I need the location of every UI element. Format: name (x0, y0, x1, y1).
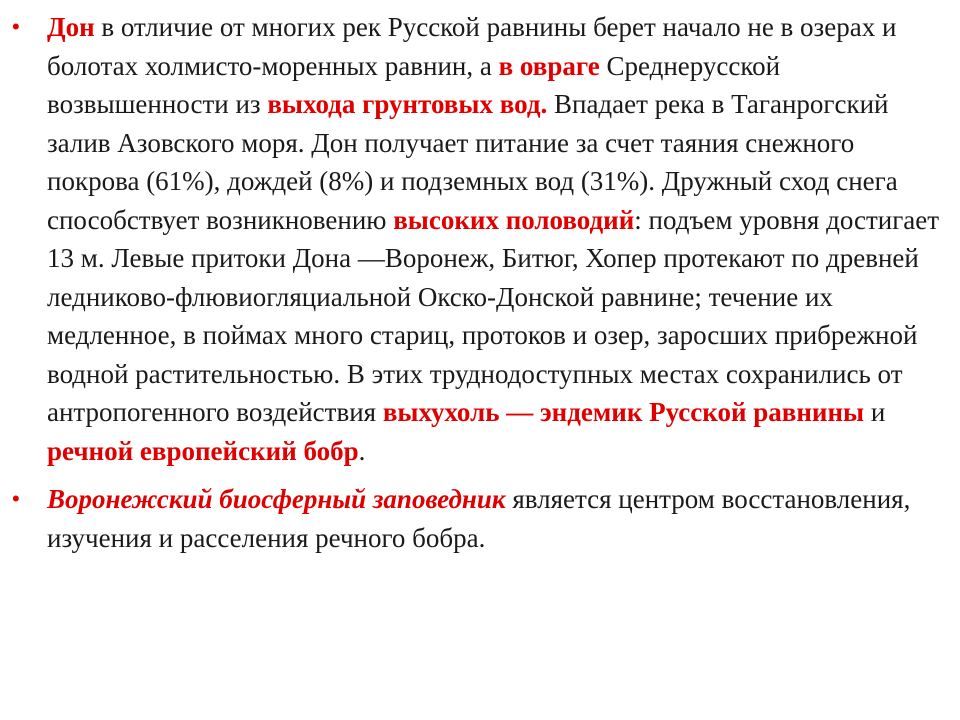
highlight-reserve: Воронежский биосферный заповедник (47, 484, 506, 514)
text-segment: является центром восстановления, изучения и расселения речного бобра. (47, 484, 911, 553)
text-segment: Впадает река в Таганрогский залив Азовского моря. Дон получает питание за счет таяния снежного покрова (61%), дождей (8%) и подземных вод (31%). Дружный сход снега способствует возникновению (47, 89, 898, 235)
bullet-voronezh-reserve (12, 480, 942, 557)
bullet-list (12, 8, 942, 557)
highlight-floods: высоких половодий (393, 204, 635, 235)
highlight-don: Дон (47, 12, 95, 42)
highlight-ravine: в овраге (498, 50, 600, 81)
text-segment: . (358, 435, 366, 466)
bullet-don-river (12, 8, 942, 470)
highlight-beaver: речной европейский бобр (47, 435, 359, 466)
bullet-dot-icon: • (12, 14, 20, 39)
bullet-dot-icon: • (12, 486, 20, 511)
text-segment: Среднерусской возвышенности из (47, 50, 781, 119)
text-segment: и (864, 397, 886, 427)
highlight-desman: выхухоль — эндемик Русской равнины (382, 397, 865, 427)
text-segment: : подъем уровня достигает 13 м. Левые притоки Дона —Воронеж, Битюг, Хопер протекают по древней ледниково-флювиогляциальной Окско-Донской равнине; течение их медленное, в поймах много стариц, протоков и озер, заросших прибрежной водной растительностью. В этих труднодоступных местах сохранились от антропогенного воздействия (47, 204, 940, 427)
text-segment: в отличие от многих рек Русской равнины берет начало не в озерах и болотах холмисто-моренных равнин, а (47, 12, 897, 81)
highlight-groundwater: выхода грунтовых вод. (267, 89, 548, 119)
